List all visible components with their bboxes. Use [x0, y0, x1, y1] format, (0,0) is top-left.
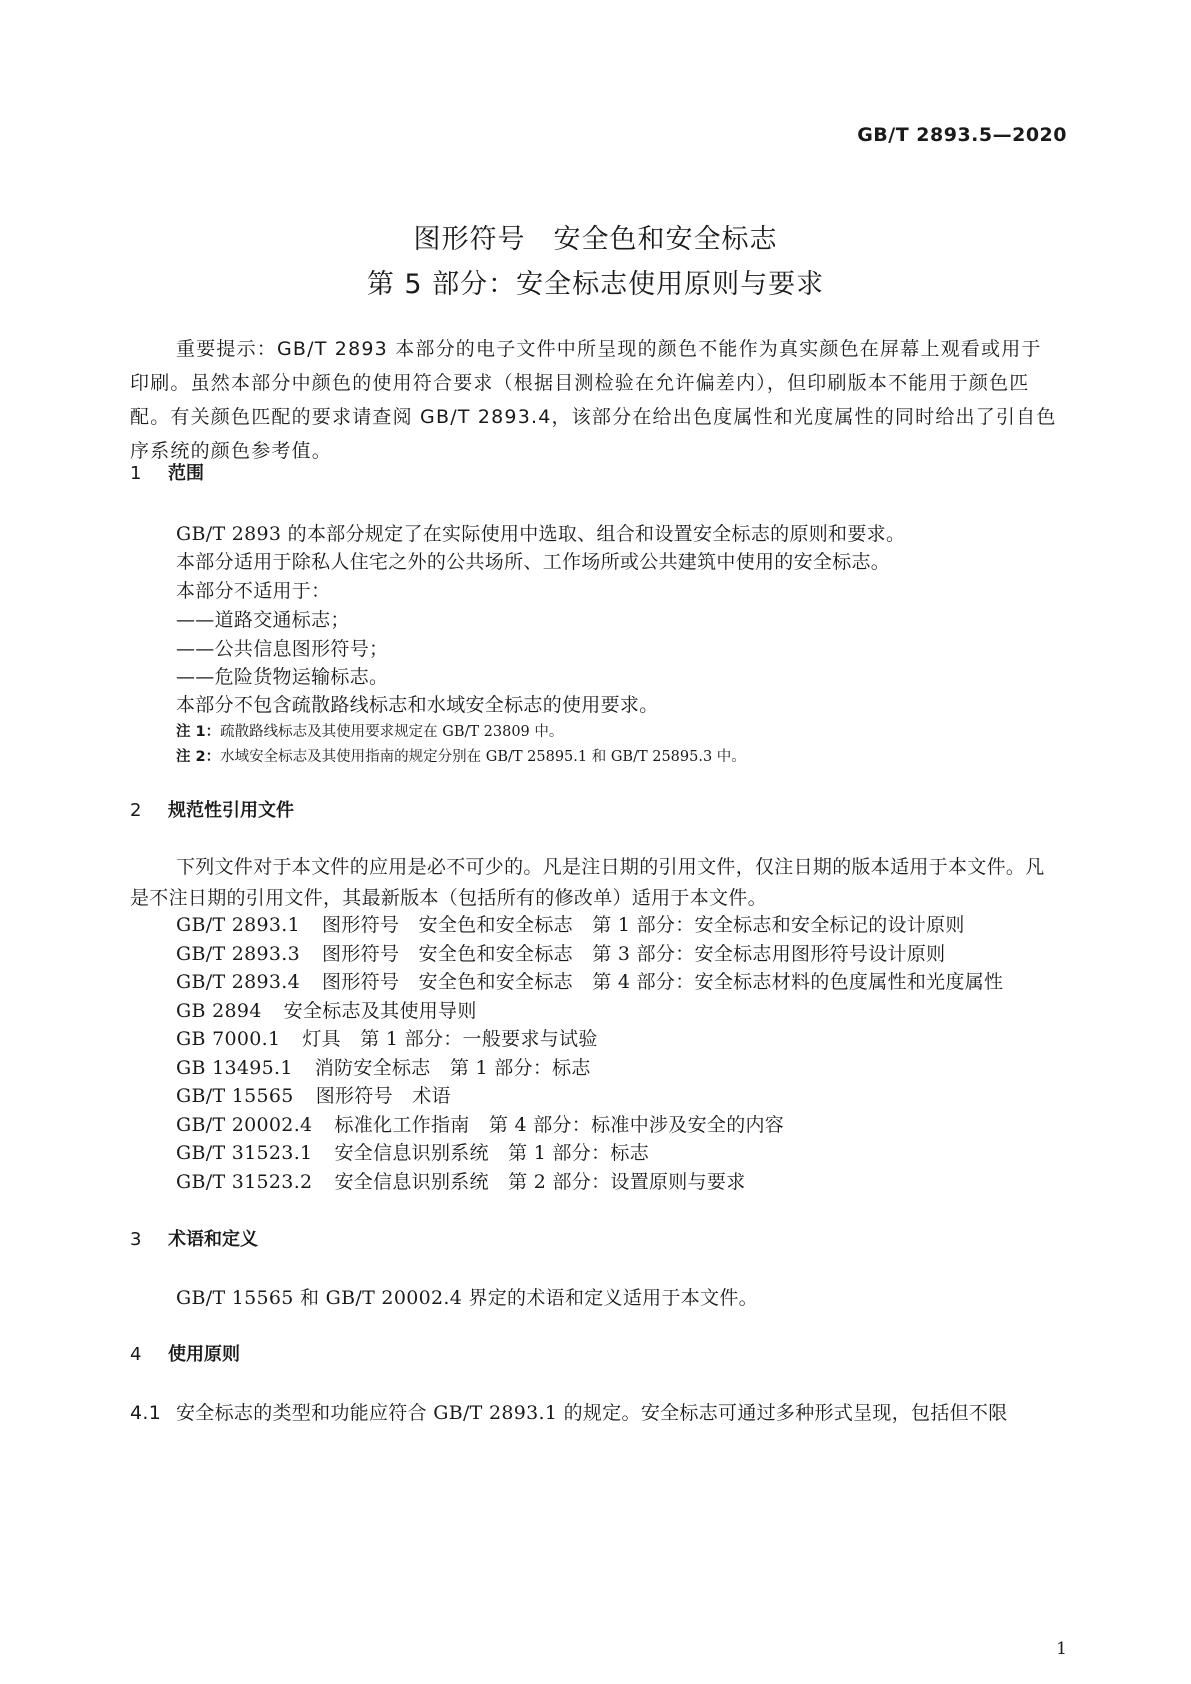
- reference-item: [176, 1053, 591, 1080]
- clause-text: 安全标志的类型和功能应符合 GB/T 2893.1 的规定。安全标志可通过多种形式呈现，包括但不限: [176, 1402, 1008, 1424]
- note-text: 疏散路线标志及其使用要求规定在 GB/T 23809 中。: [220, 724, 564, 740]
- reference-item: [176, 910, 965, 937]
- reference-title: 图形符号 术语: [315, 1085, 451, 1107]
- page-number: 1: [1056, 1639, 1067, 1659]
- section-heading-scope: [130, 459, 204, 485]
- terms-paragraph: GB/T 15565 和 GB/T 20002.4 界定的术语和定义适用于本文件。: [176, 1287, 758, 1309]
- reference-code: GB/T 20002.4: [176, 1114, 313, 1136]
- note-text: 水域安全标志及其使用指南的规定分别在 GB/T 25895.1 和 GB/T 25895.3 中。: [220, 749, 746, 765]
- note-label: 注 2：: [176, 749, 221, 765]
- section-title: 术语和定义: [168, 1229, 258, 1250]
- section-heading-terms: [130, 1225, 258, 1251]
- reference-title: 消防安全标志 第 1 部分：标志: [314, 1057, 591, 1079]
- scope-paragraph: GB/T 2893 的本部分规定了在实际使用中选取、组合和设置安全标志的原则和要求。: [176, 523, 906, 545]
- clause-4-1: [130, 1398, 1008, 1425]
- reference-code: GB 7000.1: [176, 1028, 281, 1050]
- document-title-line1: 图形符号 安全色和安全标志: [413, 224, 778, 255]
- reference-code: GB/T 15565: [176, 1085, 294, 1107]
- section-title: 范围: [168, 463, 204, 484]
- section-heading-references: [130, 796, 294, 822]
- reference-code: GB 2894: [176, 1000, 262, 1022]
- scope-paragraph: 本部分不适用于：: [176, 580, 331, 602]
- section-number: 1: [130, 463, 142, 484]
- scope-paragraph: 本部分不包含疏散路线标志和水域安全标志的使用要求。: [176, 694, 659, 716]
- reference-item: [176, 939, 945, 966]
- reference-code: GB/T 2893.3: [176, 943, 301, 965]
- scope-paragraph: 本部分适用于除私人住宅之外的公共场所、工作场所或公共建筑中使用的安全标志。: [176, 551, 891, 573]
- list-item: ——危险货物运输标志。: [176, 666, 389, 688]
- important-notice: 重要提示：GB/T 2893 本部分的电子文件中所呈现的颜色不能作为真实颜色在屏幕上观看或用于印刷。虽然本部分中颜色的使用符合要求（根据目测检验在允许偏差内），但印刷版本不能用于颜色匹配。有关颜色匹配的要求请查阅 GB/T 2893.4，该部分在给出色度属性和光度属性的同时给出了引自色序系统的颜色参考值。: [130, 338, 1057, 462]
- list-item: ——公共信息图形符号；: [176, 638, 389, 660]
- reference-item: [176, 967, 1003, 994]
- standard-number: GB/T 2893.5—2020: [857, 124, 1067, 146]
- section-title: 规范性引用文件: [168, 800, 294, 821]
- note-1: [176, 720, 563, 741]
- reference-item: [176, 1024, 598, 1051]
- document-title-line2: 第 5 部分：安全标志使用原则与要求: [366, 269, 825, 300]
- section-number: 2: [130, 800, 142, 821]
- list-item: ——道路交通标志；: [176, 609, 350, 631]
- reference-title: 图形符号 安全色和安全标志 第 4 部分：安全标志材料的色度属性和光度属性: [322, 971, 1004, 993]
- reference-title: 图形符号 安全色和安全标志 第 1 部分：安全标志和安全标记的设计原则: [322, 914, 965, 936]
- reference-title: 安全信息识别系统 第 2 部分：设置原则与要求: [334, 1171, 746, 1193]
- reference-title: 安全信息识别系统 第 1 部分：标志: [334, 1142, 650, 1164]
- note-2: [176, 745, 746, 766]
- section-title: 使用原则: [168, 1344, 240, 1365]
- reference-item: [176, 1110, 784, 1137]
- reference-title: 标准化工作指南 第 4 部分：标准中涉及安全的内容: [334, 1114, 785, 1136]
- reference-item: [176, 1167, 746, 1194]
- reference-code: GB/T 31523.2: [176, 1171, 313, 1193]
- clause-number: 4.1: [130, 1402, 162, 1424]
- reference-item: [176, 1138, 649, 1165]
- note-label: 注 1：: [176, 724, 221, 740]
- reference-title: 灯具 第 1 部分：一般要求与试验: [302, 1028, 598, 1050]
- section-number: 3: [130, 1229, 142, 1250]
- reference-code: GB 13495.1: [176, 1057, 293, 1079]
- references-intro: 下列文件对于本文件的应用是必不可少的。凡是注日期的引用文件，仅注日期的版本适用于本文件。凡是不注日期的引用文件，其最新版本（包括所有的修改单）适用于本文件。: [130, 856, 1045, 909]
- reference-title: 安全标志及其使用导则: [283, 1000, 477, 1022]
- reference-item: [176, 996, 477, 1023]
- reference-code: GB/T 2893.4: [176, 971, 301, 993]
- section-number: 4: [130, 1344, 142, 1365]
- reference-title: 图形符号 安全色和安全标志 第 3 部分：安全标志用图形符号设计原则: [322, 943, 946, 965]
- reference-code: GB/T 2893.1: [176, 914, 301, 936]
- reference-code: GB/T 31523.1: [176, 1142, 313, 1164]
- reference-item: [176, 1081, 451, 1108]
- section-heading-principles: [130, 1340, 240, 1366]
